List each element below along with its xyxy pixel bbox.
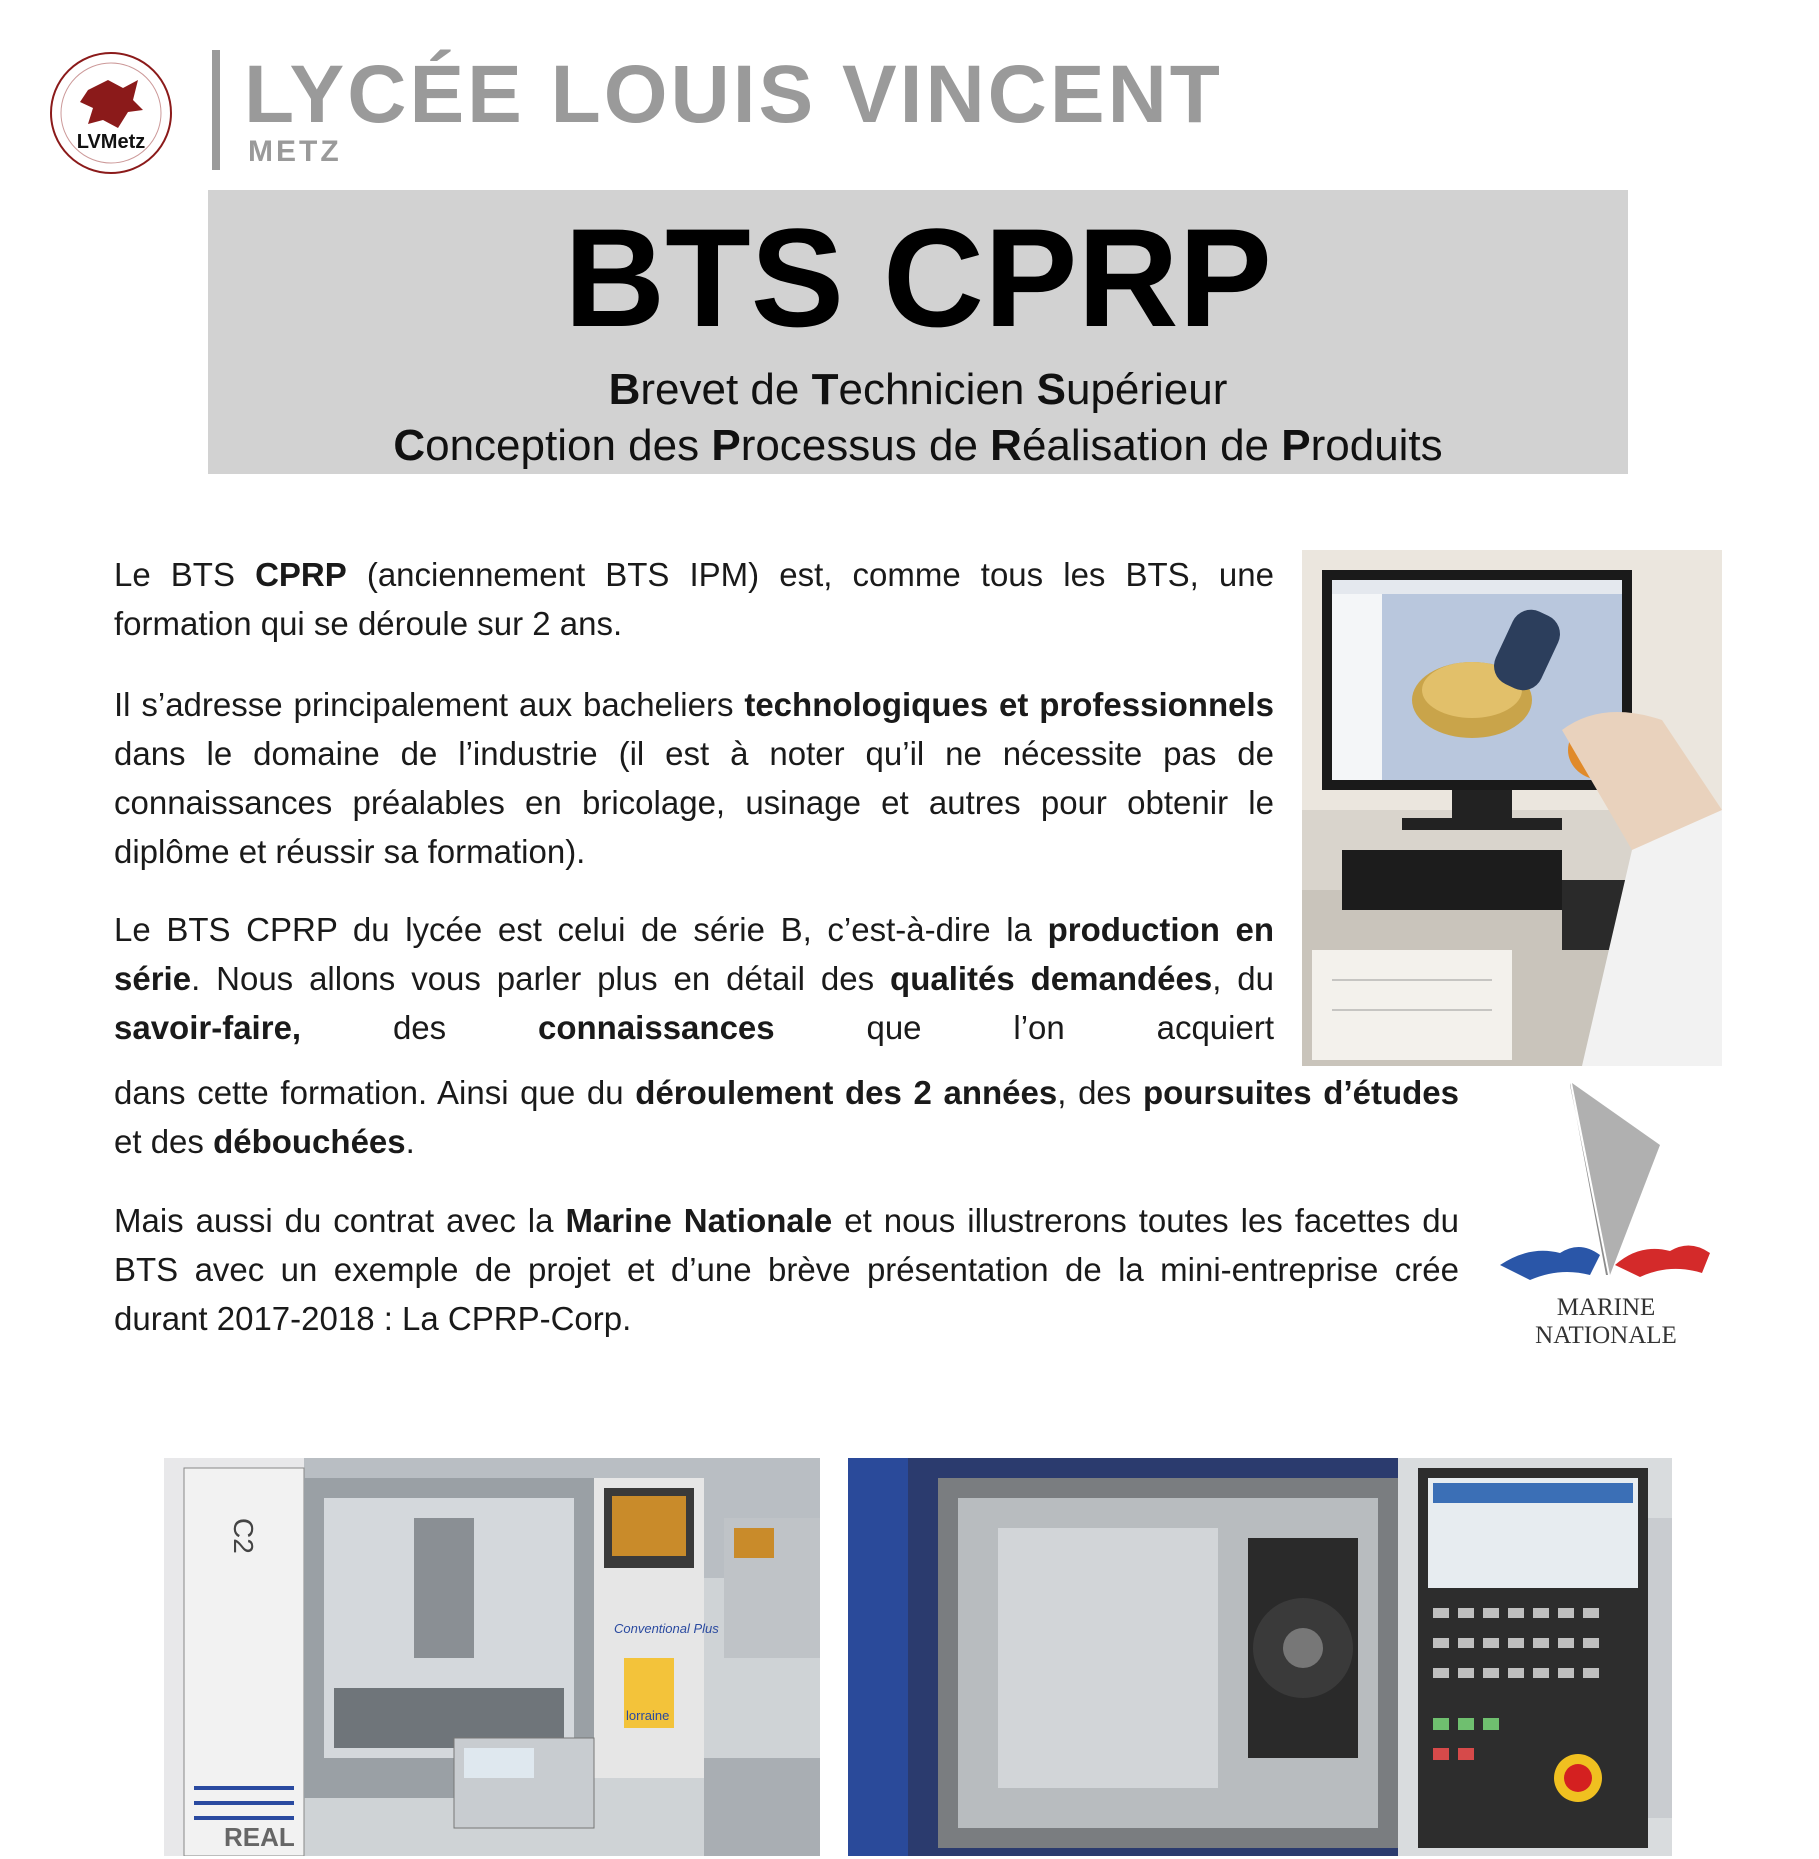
bold-text: connaissances	[538, 1009, 775, 1046]
paragraph-intro	[114, 550, 1274, 648]
text-run: , du	[1212, 960, 1274, 997]
bold-text: savoir-faire,	[114, 1009, 302, 1046]
initial-letter: P	[711, 421, 741, 470]
subtitle-line-1: Brevet de Technicien Supérieur	[608, 365, 1228, 414]
text-run: , des	[1057, 1074, 1143, 1111]
school-name: LYCÉE LOUIS VINCENT	[244, 49, 1223, 140]
initial-letter: C	[393, 421, 426, 470]
marine-text-line-2: NATIONALE	[1535, 1322, 1677, 1349]
subtitle-line-2: Conception des Processus de Réalisation de Produits	[393, 421, 1443, 470]
cad-workstation-photo	[1302, 550, 1722, 1066]
title-box	[208, 190, 1628, 474]
milling-machine-photo	[164, 1458, 820, 1856]
cnc-lathe-photo	[848, 1458, 1672, 1856]
mill-sticker-label: lorraine	[626, 1708, 670, 1723]
initial-letter: P	[1281, 421, 1311, 470]
text-run: . Nous allons vous parler plus en détail des	[191, 960, 891, 997]
initial-letter: S	[1036, 365, 1066, 414]
mill-model-label: C2	[228, 1518, 259, 1554]
header-divider	[212, 50, 220, 170]
text-run: des	[301, 1009, 538, 1046]
bold-text: technologiques et professionnels	[744, 686, 1274, 723]
bold-text: poursuites d’études	[1142, 1074, 1459, 1111]
paragraph-series-cont	[114, 1068, 1459, 1166]
paragraph-series	[114, 905, 1274, 1052]
bold-text: débouchées	[213, 1123, 406, 1160]
text-run: dans cette formation. Ainsi que du	[114, 1074, 636, 1111]
school-city: METZ	[248, 135, 342, 168]
bold-text: Marine Nationale	[565, 1202, 833, 1239]
bold-text: production en série	[114, 911, 1275, 997]
marine-text-line-1: MARINE	[1556, 1294, 1656, 1321]
text-run: (anciennement BTS IPM) est, comme tous les BTS, une formation qui se déroule sur 2 ans.	[114, 556, 1274, 642]
paragraph-audience	[114, 680, 1274, 876]
bold-text: CPRP	[255, 556, 347, 593]
page-title: BTS CPRP	[564, 199, 1272, 356]
mill-badge-label: Conventional Plus	[614, 1621, 719, 1636]
marine-sail-icon	[1490, 1075, 1722, 1285]
marine-nationale-logo	[1490, 1075, 1722, 1355]
bold-text: qualités demandées	[890, 960, 1213, 997]
text-run: que l’on acquiert	[774, 1009, 1274, 1046]
paragraph-marine	[114, 1196, 1459, 1343]
text-run: Le BTS	[114, 556, 256, 593]
text-run: dans le domaine de l’industrie (il est à noter qu’il ne nécessite pas de connaissances préalables en bricolage, usinage et autres pour obtenir le diplôme et réussir sa formation).	[114, 735, 1274, 870]
initial-letter: B	[608, 365, 641, 414]
text-run: .	[405, 1123, 415, 1160]
text-run: et nous illustrerons toutes les facettes du BTS avec un exemple de projet et d’une brève présentation de la mini-entreprise crée durant 2017-2018 : La CPRP-Corp.	[114, 1202, 1459, 1337]
text-run: et des	[114, 1123, 214, 1160]
text-run: Le BTS CPRP du lycée est celui de série B, c’est-à-dire la	[114, 911, 1048, 948]
bold-text: déroulement des 2 années	[635, 1074, 1058, 1111]
initial-letter: T	[811, 365, 839, 414]
school-logo-seal	[48, 50, 174, 176]
initial-letter: R	[990, 421, 1022, 470]
logo-text: LVMetz	[76, 131, 146, 153]
mill-brand-label: REAL	[224, 1822, 295, 1852]
text-run: Mais aussi du contrat avec la	[114, 1202, 566, 1239]
text-run: Il s’adresse principalement aux bacheliers	[114, 686, 745, 723]
